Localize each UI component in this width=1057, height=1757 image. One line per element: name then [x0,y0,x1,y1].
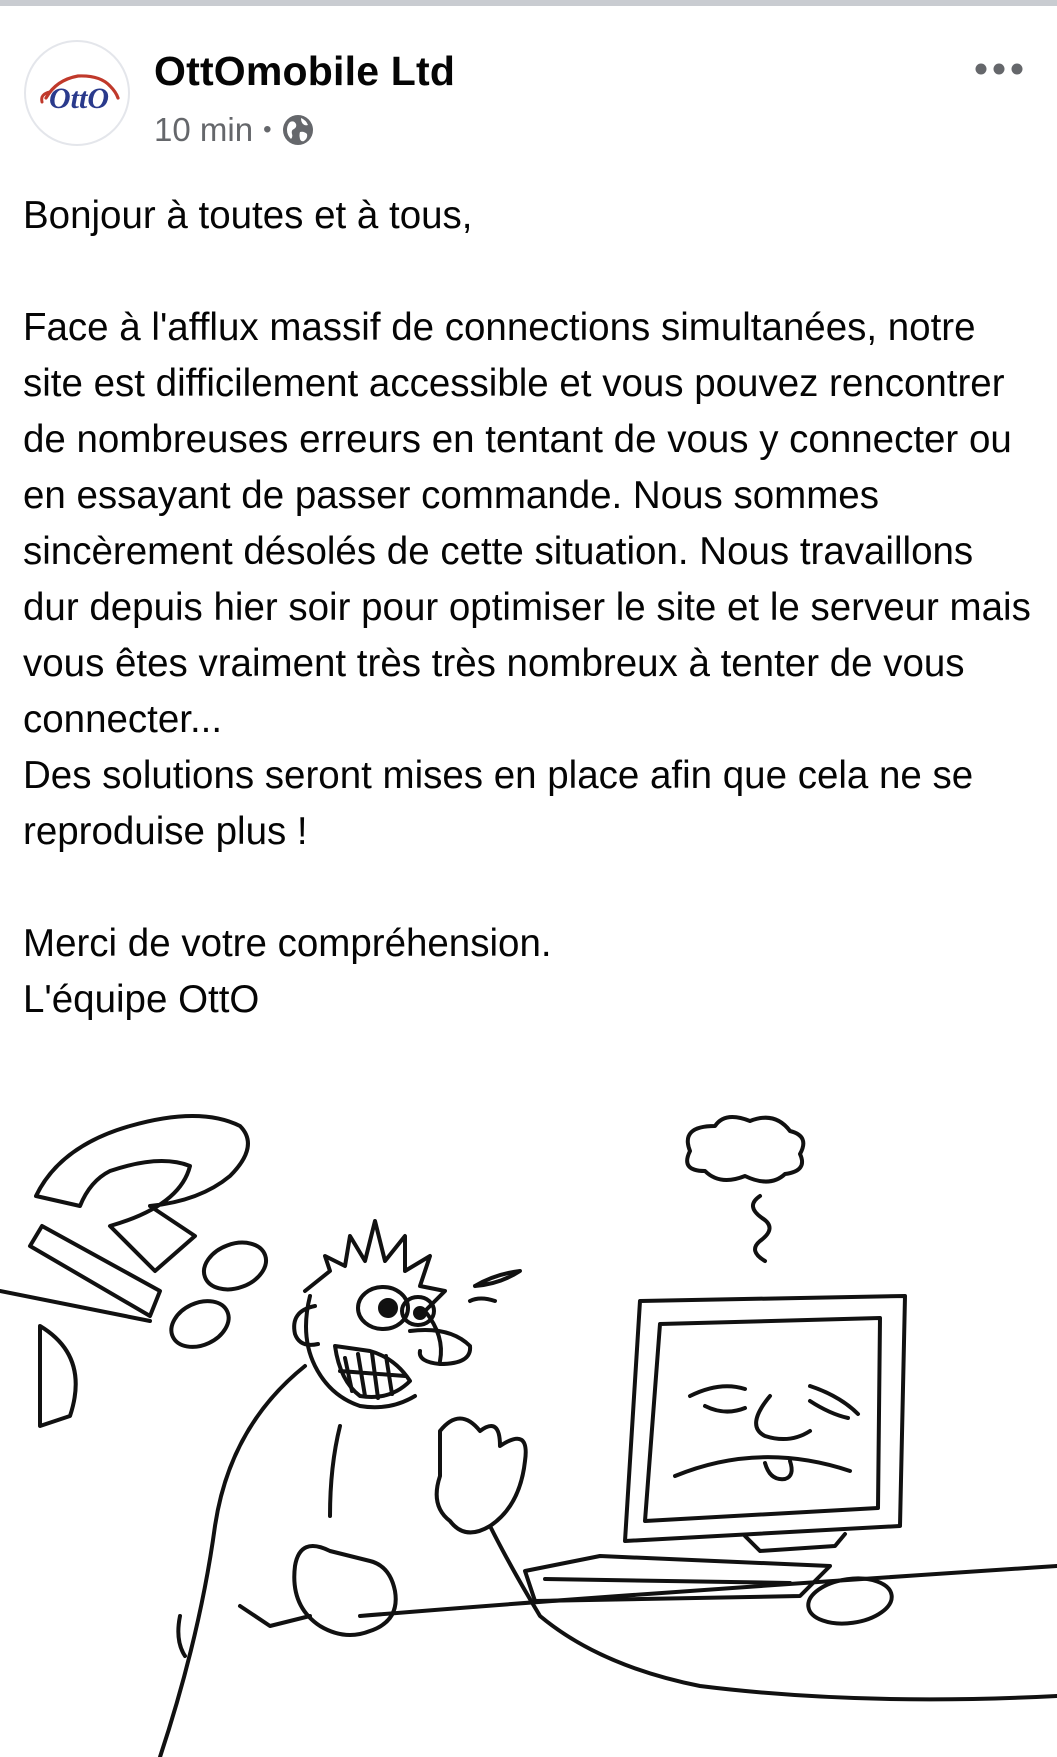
globe-icon[interactable] [281,113,315,147]
more-options-icon[interactable] [971,54,1027,84]
page-name-link[interactable]: OttOmobile Ltd [154,48,456,94]
meta-separator: • [263,116,272,143]
logo-text: OttO [49,82,109,115]
page-avatar[interactable] [24,40,130,146]
facebook-post [0,6,1057,1757]
post-meta [154,108,315,152]
otto-logo-icon [26,42,130,146]
stressed-man-computer-illustration[interactable] [0,1096,1057,1757]
post-timestamp[interactable]: 10 min [154,111,254,148]
post-header [24,40,1033,156]
post-body-text: Bonjour à toutes et à tous, Face à l'afflux massif de connections simultanées, notre site est difficilement accessible et vous pouvez rencontrer de nombreuses erreurs en tentant de vous y connecter ou en essayant de passer commande. Nous sommes sincèrement désolés de cette situation. Nous travaillons dur depuis hier soir pour optimiser le site et le serveur mais vous êtes vraiment très très nombreux à tenter de vous connecter... Des solutions seront mises en place afin que cela ne se reproduise plus ! Merci de votre compréhension. L'équipe OttO [23,194,1031,1021]
